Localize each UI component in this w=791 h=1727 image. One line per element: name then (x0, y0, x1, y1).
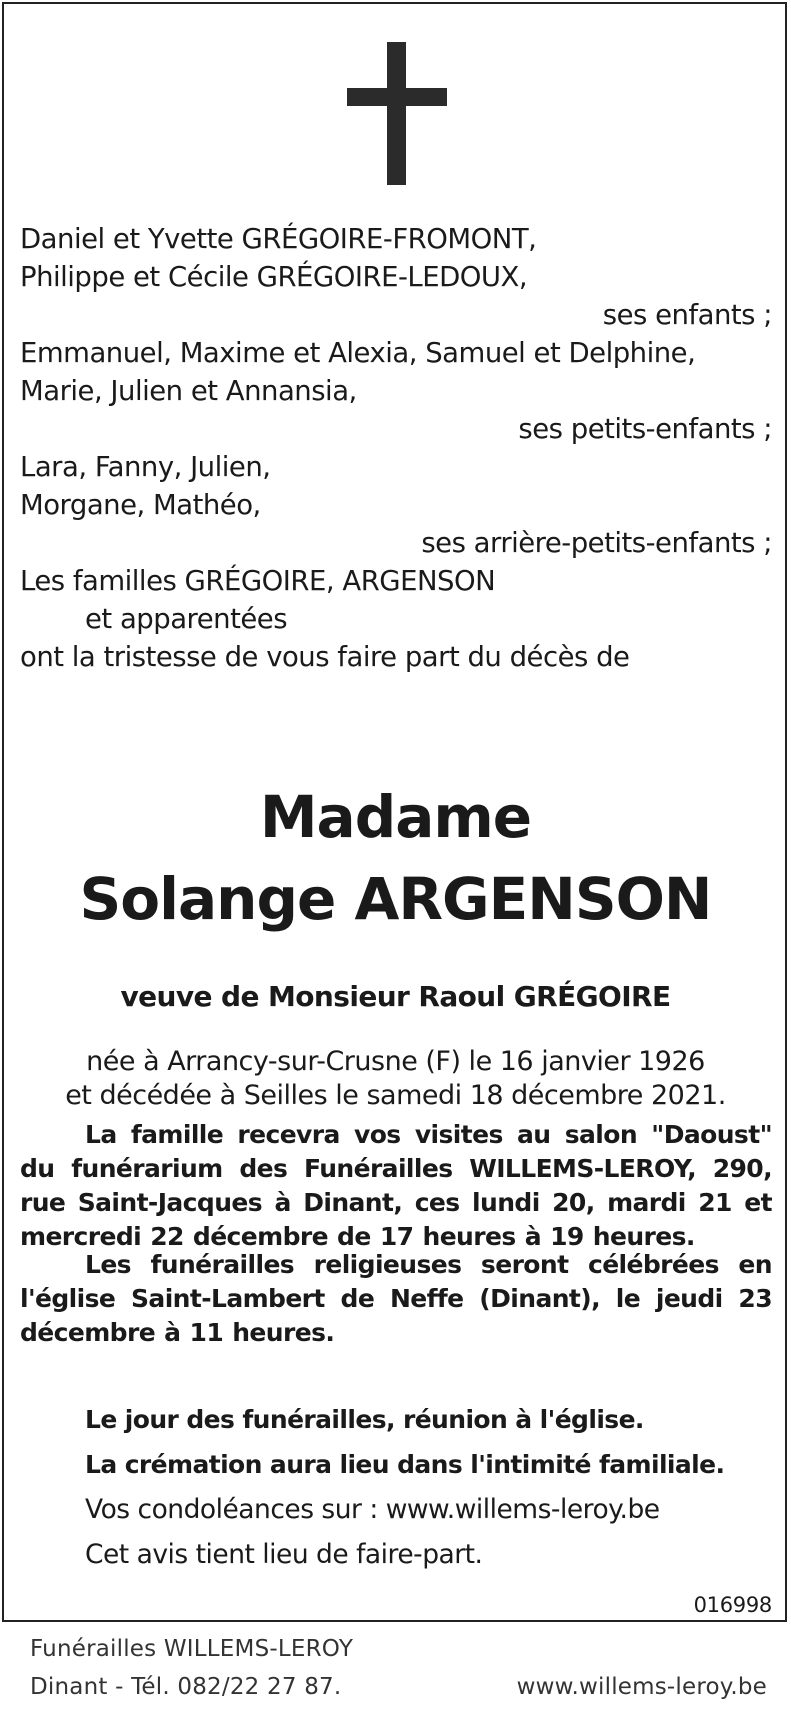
funeral-paragraph: Les funérailles religieuses seront célébrées en l'église Saint-Lambert de Neffe (Dinant), le jeudi 23 décembre à 11 heures. (20, 1250, 772, 1347)
family-line-5: Lara, Fanny, Julien, (20, 451, 271, 483)
family-line-3: Emmanuel, Maxime et Alexia, Samuel et Delphine, (20, 337, 696, 369)
family-line-1: Daniel et Yvette GRÉGOIRE-FROMONT, (20, 223, 537, 255)
petits-enfants-label: ses petits-enfants ; (518, 413, 772, 445)
meeting-line: Le jour des funérailles, réunion à l'église. (85, 1405, 644, 1434)
notice-line: Cet avis tient lieu de faire-part. (85, 1539, 483, 1570)
footer (0, 1622, 791, 1727)
cremation-line: La crémation aura lieu dans l'intimité familiale. (85, 1450, 725, 1479)
reference-number: 016998 (693, 1593, 772, 1617)
condolences-line: Vos condoléances sur : www.willems-leroy.be (85, 1494, 660, 1525)
announcement-line: ont la tristesse de vous faire part du décès de (20, 641, 630, 673)
enfants-label: ses enfants ; (602, 299, 772, 331)
family-line-7: Les familles GRÉGOIRE, ARGENSON (20, 565, 496, 597)
family-line-4: Marie, Julien et Annansia, (20, 375, 357, 407)
deceased-name: Solange ARGENSON (79, 865, 712, 933)
footer-website[interactable]: www.willems-leroy.be (516, 1674, 767, 1700)
family-line-8: et apparentées (85, 603, 288, 635)
family-line-6: Morgane, Mathéo, (20, 489, 261, 521)
visits-paragraph: La famille recevra vos visites au salon "Daoust" du funérarium des Funérailles WILLEMS-LEROY, 290, rue Saint-Jacques à Dinant, ces lundi 20, mardi 21 et mercredi 22 décembre de 17 heures à 19 heures. (20, 1120, 772, 1251)
widow-line: veuve de Monsieur Raoul GRÉGOIRE (120, 980, 671, 1013)
footer-contact: Dinant - Tél. 082/22 27 87. (30, 1674, 342, 1700)
footer-company: Funérailles WILLEMS-LEROY (30, 1636, 354, 1662)
arriere-petits-enfants-label: ses arrière-petits-enfants ; (421, 527, 772, 559)
cross-icon (0, 42, 791, 187)
death-line: et décédée à Seilles le samedi 18 décembre 2021. (65, 1080, 726, 1111)
birth-line: née à Arrancy-sur-Crusne (F) le 16 janvier 1926 (86, 1046, 705, 1077)
family-line-2: Philippe et Cécile GRÉGOIRE-LEDOUX, (20, 261, 528, 293)
deceased-title: Madame (259, 783, 532, 851)
